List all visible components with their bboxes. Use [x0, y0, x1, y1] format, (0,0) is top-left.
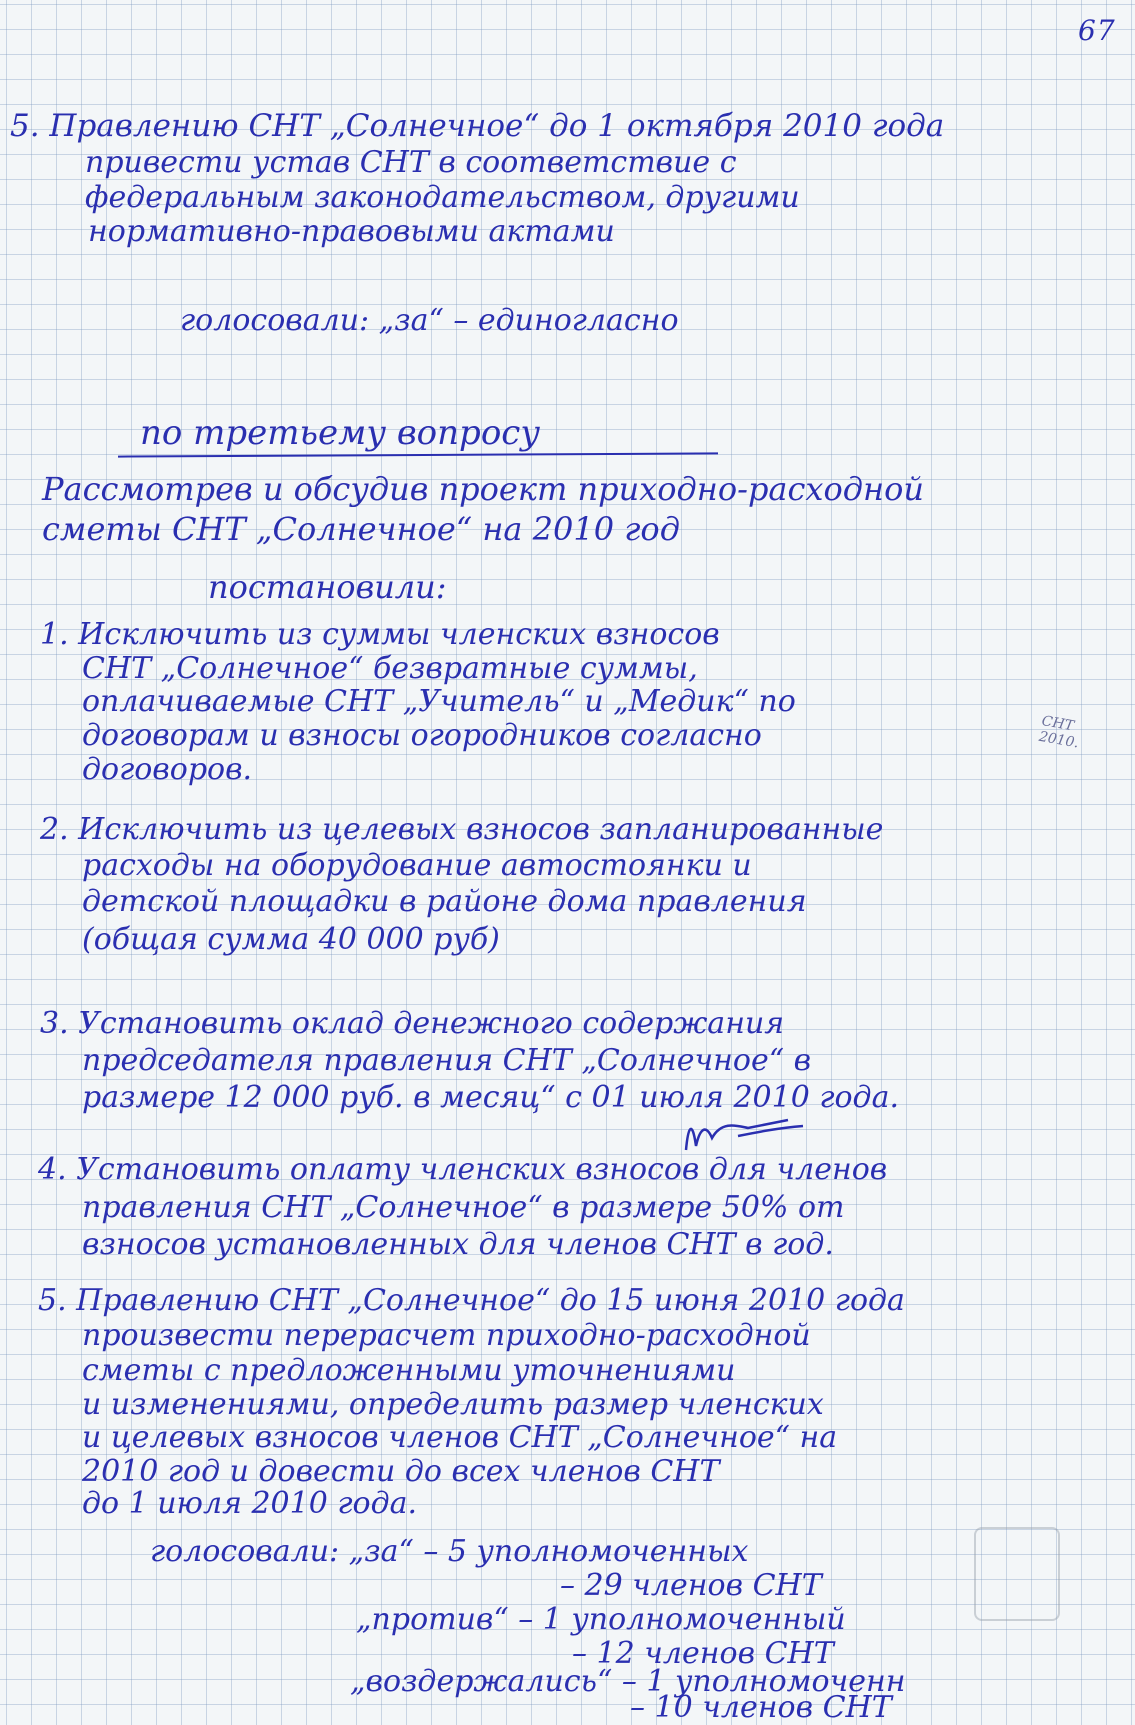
faint-stamp — [974, 1527, 1060, 1621]
text-line: 2. Исключить из целевых взносов запланированные — [40, 812, 884, 847]
text-line: размере 12 000 руб. в месяц“ с 01 июля 2010 года. — [82, 1080, 899, 1115]
text-line: 3. Установить оклад денежного содержания — [40, 1006, 785, 1041]
text-line: расходы на оборудование автостоянки и — [82, 848, 752, 883]
text-line: 2010 год и довести до всех членов СНТ — [82, 1454, 720, 1489]
text-line: произвести перерасчет приходно-расходной — [82, 1318, 811, 1353]
text-line: привести устав СНТ в соответствие с — [85, 145, 737, 180]
text-line: (общая сумма 40 000 руб) — [82, 922, 500, 957]
text-line: федеральным законодательством, другими — [85, 180, 800, 215]
text-line: сметы СНТ „Солнечное“ на 2010 год — [42, 510, 680, 548]
text-line: „воздержались“ – 1 уполномоченн — [350, 1664, 906, 1699]
text-line: голосовали: „за“ – 5 уполномоченных — [150, 1534, 749, 1569]
text-line: взносов установленных для членов СНТ в год. — [82, 1227, 834, 1262]
text-line: правления СНТ „Солнечное“ в размере 50% от — [82, 1190, 845, 1225]
text-line: договоров. — [82, 752, 253, 787]
text-line: и целевых взносов членов СНТ „Солнечное“ на — [82, 1420, 838, 1455]
section-heading: по третьему вопросу — [140, 413, 541, 453]
text-line: председателя правления СНТ „Солнечное“ в — [82, 1043, 812, 1078]
vote-line: голосовали: „за“ – единогласно — [180, 303, 679, 338]
text-line: до 1 июля 2010 года. — [82, 1486, 418, 1521]
text-line: – 12 членов СНТ — [572, 1636, 834, 1671]
resolved-heading: постановили: — [208, 568, 447, 606]
text-line: 5. Правлению СНТ „Солнечное“ до 15 июня 2010 года — [38, 1283, 905, 1318]
text-line: Рассмотрев и обсудив проект приходно-расходной — [42, 470, 924, 508]
text-line: детской площадки в районе дома правления — [82, 884, 807, 919]
page-number: 67 — [1078, 14, 1116, 47]
text-line: „против“ – 1 уполномоченный — [356, 1602, 846, 1637]
text-line: договорам и взносы огородников согласно — [82, 718, 762, 753]
text-line: нормативно-правовыми актами — [88, 214, 615, 249]
text-line: – 10 членов СНТ — [630, 1690, 892, 1725]
text-line: сметы с предложенными уточнениями — [82, 1353, 736, 1388]
margin-note: СНТ 2010. — [1037, 713, 1080, 752]
heading-underline — [118, 452, 718, 457]
text-line: – 29 членов СНТ — [560, 1568, 822, 1603]
text-line: оплачиваемые СНТ „Учитель“ и „Медик“ по — [82, 684, 796, 719]
signature — [678, 1098, 808, 1158]
text-line: и изменениями, определить размер членских — [82, 1387, 824, 1422]
text-line: СНТ „Солнечное“ безвратные суммы, — [82, 651, 698, 686]
text-line: 4. Установить оплату членских взносов для членов — [38, 1152, 888, 1187]
text-line: 1. Исключить из суммы членских взносов — [40, 617, 720, 652]
text-line: 5. Правлению СНТ „Солнечное“ до 1 октября 2010 года — [10, 108, 945, 144]
